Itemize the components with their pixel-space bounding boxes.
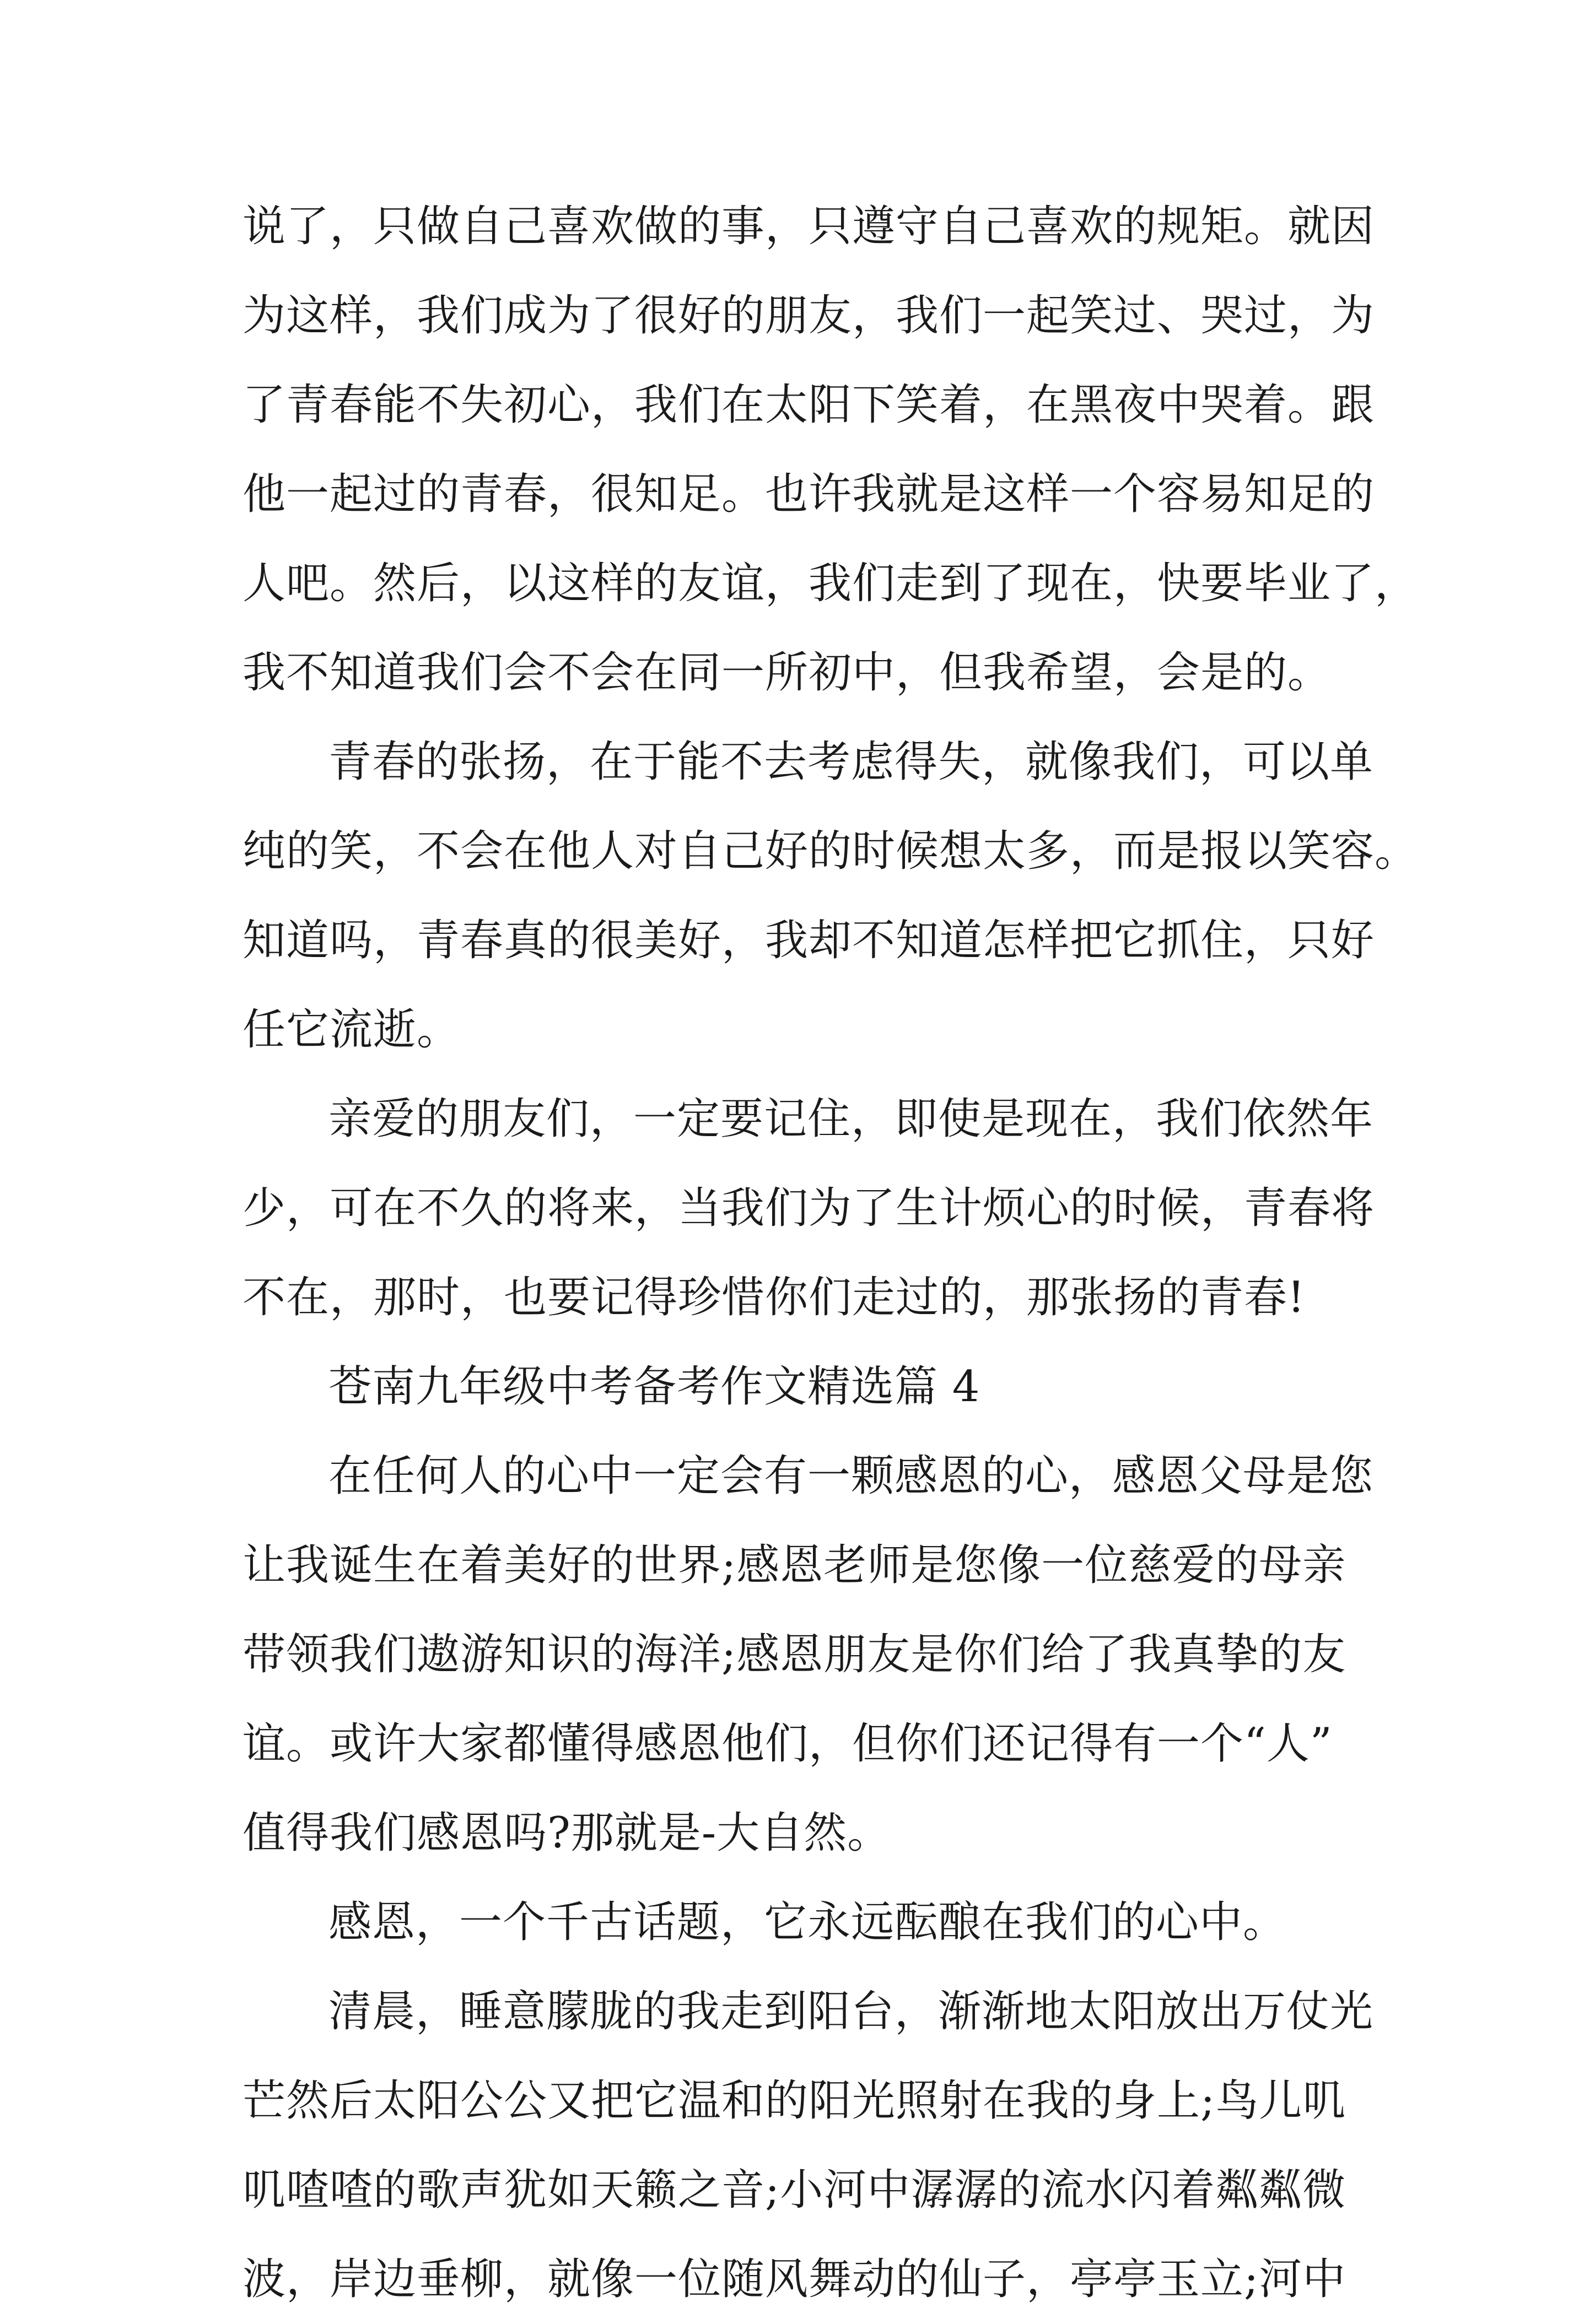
text-line: 我不知道我们会不会在同一所初中，但我希望，会是的。	[243, 648, 1332, 698]
document-body	[243, 182, 1419, 2324]
text-line: 苍南九年级中考备考作文精选篇 4	[328, 1362, 980, 1412]
text-line: 他一起过的青春，很知足。也许我就是这样一个容易知足的	[243, 469, 1375, 519]
text-line: 了青春能不失初心，我们在太阳下笑着，在黑夜中哭着。跟	[243, 380, 1375, 430]
text-line: 叽喳喳的歌声犹如天籁之音;小河中潺潺的流水闪着粼粼微	[243, 2165, 1346, 2215]
text-line: 任它流逝。	[243, 1005, 461, 1055]
text-line: 让我诞生在着美好的世界;感恩老师是您像一位慈爱的母亲	[243, 1541, 1346, 1590]
text-line: 知道吗，青春真的很美好，我却不知道怎样把它抓住，只好	[243, 916, 1375, 965]
text-line: 为这样，我们成为了很好的朋友，我们一起笑过、哭过，为	[243, 291, 1375, 341]
text-line: 青春的张扬，在于能不去考虑得失，就像我们，可以单	[328, 737, 1374, 787]
text-line: 在任何人的心中一定会有一颗感恩的心，感恩父母是您	[328, 1451, 1374, 1501]
text-line: 波，岸边垂柳，就像一位随风舞动的仙子，亭亭玉立;河中	[243, 2255, 1346, 2304]
text-line: 亲爱的朋友们，一定要记住，即使是现在，我们依然年	[328, 1094, 1374, 1144]
text-line: 芒然后太阳公公又把它温和的阳光照射在我的身上;鸟儿叽	[243, 2076, 1346, 2126]
text-line: 纯的笑，不会在他人对自己好的时候想太多，而是报以笑容。	[243, 826, 1419, 876]
text-line: 谊。或许大家都懂得感恩他们，但你们还记得有一个“人”	[243, 1719, 1333, 1769]
text-line: 人吧。然后，以这样的友谊，我们走到了现在，快要毕业了，	[243, 559, 1419, 608]
text-line: 带领我们遨游知识的海洋;感恩朋友是你们给了我真挚的友	[243, 1630, 1346, 1679]
text-line: 清晨，睡意朦胧的我走到阳台，渐渐地太阳放出万仗光	[328, 1987, 1374, 2036]
text-line: 说了，只做自己喜欢做的事，只遵守自己喜欢的规矩。就因	[243, 202, 1375, 251]
text-line: 感恩，一个千古话题，它永远酝酿在我们的心中。	[328, 1898, 1287, 1947]
text-line: 值得我们感恩吗?那就是-大自然。	[243, 1808, 891, 1858]
text-line: 少，可在不久的将来，当我们为了生计烦心的时候，青春将	[243, 1183, 1375, 1233]
text-line: 不在，那时，也要记得珍惜你们走过的，那张扬的青春!	[243, 1273, 1306, 1322]
